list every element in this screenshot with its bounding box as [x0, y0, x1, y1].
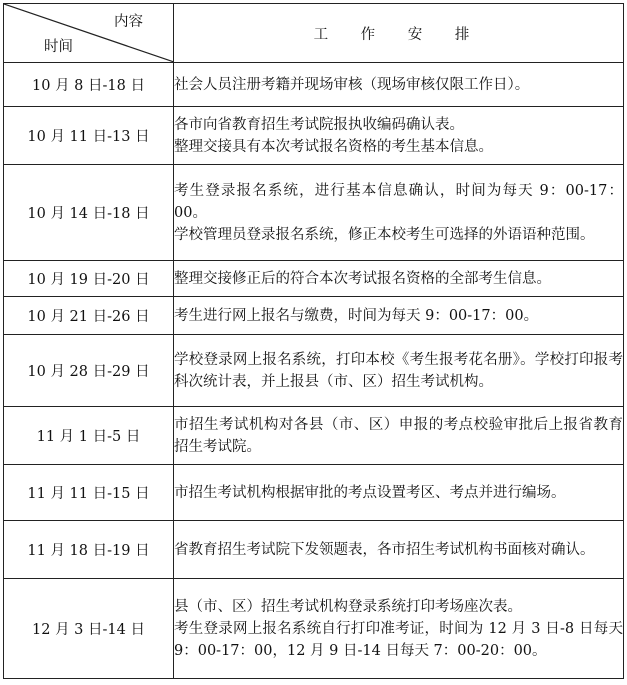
header-content-label: 内容 [114, 14, 143, 30]
diagonal-line [4, 4, 174, 62]
row-time: 10 月 19 日-20 日 [4, 261, 174, 297]
table-row [4, 297, 624, 335]
header-diagonal-cell [4, 4, 174, 63]
row-time: 12 月 3 日-14 日 [4, 579, 174, 679]
row-work [174, 407, 624, 465]
table-row [4, 521, 624, 579]
row-work [174, 521, 624, 579]
row-work [174, 297, 624, 335]
header-time-label: 时间 [44, 39, 73, 55]
table-row [4, 165, 624, 261]
work-line: 市招生考试机构根据审批的考点设置考区、考点并进行编场。 [174, 484, 566, 501]
header-row [4, 4, 624, 63]
table-row [4, 465, 624, 521]
row-time: 11 月 1 日-5 日 [4, 407, 174, 465]
table-row [4, 63, 624, 107]
table-row [4, 335, 624, 407]
row-work [174, 579, 624, 679]
work-line: 市招生考试机构对各县（市、区）申报的考点校验审批后上报省教育招生考试院。 [174, 416, 623, 455]
row-work [174, 165, 624, 261]
work-line: 县（市、区）招生考试机构登录系统打印考场座次表。 [174, 598, 522, 615]
table-row [4, 107, 624, 165]
table-row [4, 261, 624, 297]
work-line: 社会人员注册考籍并现场审核（现场审核仅限工作日）。 [174, 76, 530, 93]
row-time: 11 月 18 日-19 日 [4, 521, 174, 579]
row-time: 10 月 14 日-18 日 [4, 165, 174, 261]
work-line: 省教育招生考试院下发领题表，各市招生考试机构书面核对确认。 [174, 541, 595, 558]
work-line: 整理交接具有本次考试报名资格的考生基本信息。 [174, 138, 493, 155]
header-work-label: 工 作 安 排 [174, 4, 624, 63]
work-line: 学校登录网上报名系统，打印本校《考生报考花名册》。学校打印报考科次统计表，并上报县（市、区）招生考试机构。 [174, 351, 623, 390]
row-work [174, 107, 624, 165]
work-line: 考生登录网上报名系统自行打印准考证，时间为 12 月 3 日-8 日每天 9：00-17：00，12 月 9 日-14 日每天 7：00-20：00。 [174, 620, 623, 659]
row-work [174, 465, 624, 521]
row-work [174, 63, 624, 107]
row-work [174, 261, 624, 297]
row-work [174, 335, 624, 407]
work-line: 各市向省教育招生考试院报执收编码确认表。 [174, 116, 464, 133]
table-row [4, 579, 624, 679]
work-line: 整理交接修正后的符合本次考试报名资格的全部考生信息。 [174, 270, 551, 287]
work-line: 学校管理员登录报名系统，修正本校考生可选择的外语语种范围。 [174, 226, 595, 243]
work-line: 考生进行网上报名与缴费，时间为每天 9：00-17：00。 [174, 307, 539, 324]
row-time: 10 月 8 日-18 日 [4, 63, 174, 107]
work-line: 考生登录报名系统，进行基本信息确认，时间为每天 9：00-17：00。 [174, 182, 623, 221]
row-time: 10 月 21 日-26 日 [4, 297, 174, 335]
schedule-table [3, 3, 624, 679]
row-time: 10 月 28 日-29 日 [4, 335, 174, 407]
row-time: 11 月 11 日-15 日 [4, 465, 174, 521]
row-time: 10 月 11 日-13 日 [4, 107, 174, 165]
table-row [4, 407, 624, 465]
